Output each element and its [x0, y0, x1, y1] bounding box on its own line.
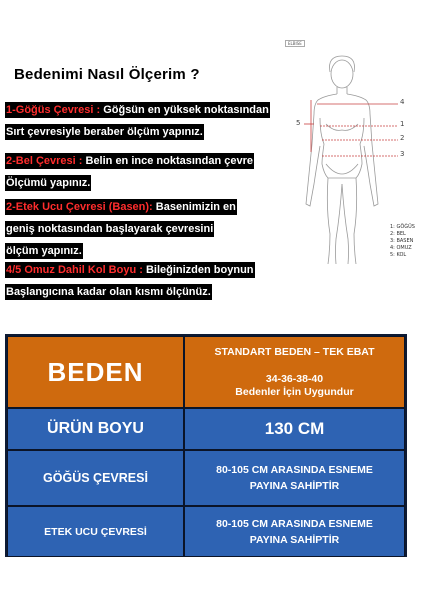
instruction-hem	[5, 195, 295, 261]
table-row-label	[7, 506, 184, 557]
instruction-text: Başlangıcına kadar olan kısmı ölçünüz.	[6, 286, 211, 298]
row-label-length: ÜRÜN BOYU	[47, 420, 144, 437]
size-table	[5, 334, 407, 557]
instruction-label: 1-Göğüs Çevresi :	[6, 104, 101, 116]
legend-item: 5: KOL	[390, 252, 407, 258]
instruction-label: 2-Bel Çevresi :	[6, 155, 83, 167]
instruction-chest	[5, 98, 295, 142]
row-value-length: 130 CM	[264, 419, 325, 438]
table-row-value	[184, 408, 405, 450]
instruction-text: Basenimizin en	[152, 201, 236, 213]
row-value-chest-line1: 80-105 CM ARASINDA ESNEME	[216, 464, 373, 476]
row-label-chest: GÖĞÜS ÇEVRESİ	[43, 471, 148, 485]
figure-legend	[390, 224, 415, 259]
instruction-label: 2-Etek Ucu Çevresi (Basen):	[6, 201, 153, 213]
legend-item: 4: OMUZ	[390, 245, 412, 251]
instruction-text: geniş noktasından başlayarak çevresini	[6, 223, 214, 235]
page-title: Bedenimi Nasıl Ölçerim ?	[14, 66, 200, 83]
figure-tag: ELBISE	[285, 40, 305, 47]
instruction-text: ölçüm yapınız.	[6, 245, 82, 257]
figure-number: 2	[400, 134, 405, 142]
table-row-label	[7, 450, 184, 506]
table-header-left	[7, 336, 184, 408]
instruction-sleeve	[5, 258, 295, 302]
instruction-text: Ölçümü yapınız.	[6, 177, 91, 189]
size-suitability: Bedenler İçin Uygundur	[235, 385, 354, 398]
instruction-text: Göğsün en yüksek noktasından	[100, 104, 269, 116]
beden-label: BEDEN	[47, 356, 144, 387]
table-row-value	[184, 450, 405, 506]
table-header-right	[184, 336, 405, 408]
row-value-chest-line2: PAYINA SAHİPTİR	[249, 480, 340, 492]
figure-number: 1	[400, 120, 405, 128]
instruction-label: 4/5 Omuz Dahil Kol Boyu :	[6, 264, 143, 276]
instruction-text: Sırt çevresiyle beraber ölçüm yapınız.	[6, 126, 203, 138]
instruction-text: Bileğinizden boynun	[142, 264, 254, 276]
row-value-hem-line2: PAYINA SAHİPTİR	[249, 533, 340, 546]
figure-number: 4	[400, 98, 405, 106]
instruction-waist	[5, 149, 295, 193]
legend-item: 1: GÖĞÜS	[390, 224, 415, 230]
instruction-text: Belin en ince noktasından çevre	[82, 155, 253, 167]
figure-number: 5	[296, 119, 301, 127]
body-measurement-figure	[272, 34, 422, 294]
table-row-label	[7, 408, 184, 450]
legend-item: 2: BEL	[390, 231, 406, 237]
size-range: 34-36-38-40	[265, 372, 324, 385]
row-label-hem: ETEK UCU ÇEVRESİ	[44, 525, 147, 538]
table-row-value	[184, 506, 405, 557]
figure-number: 3	[400, 150, 405, 158]
row-value-hem-line1: 80-105 CM ARASINDA ESNEME	[216, 517, 373, 530]
standard-size-label: STANDART BEDEN – TEK EBAT	[214, 345, 375, 358]
legend-item: 3: BASEN	[390, 238, 414, 244]
